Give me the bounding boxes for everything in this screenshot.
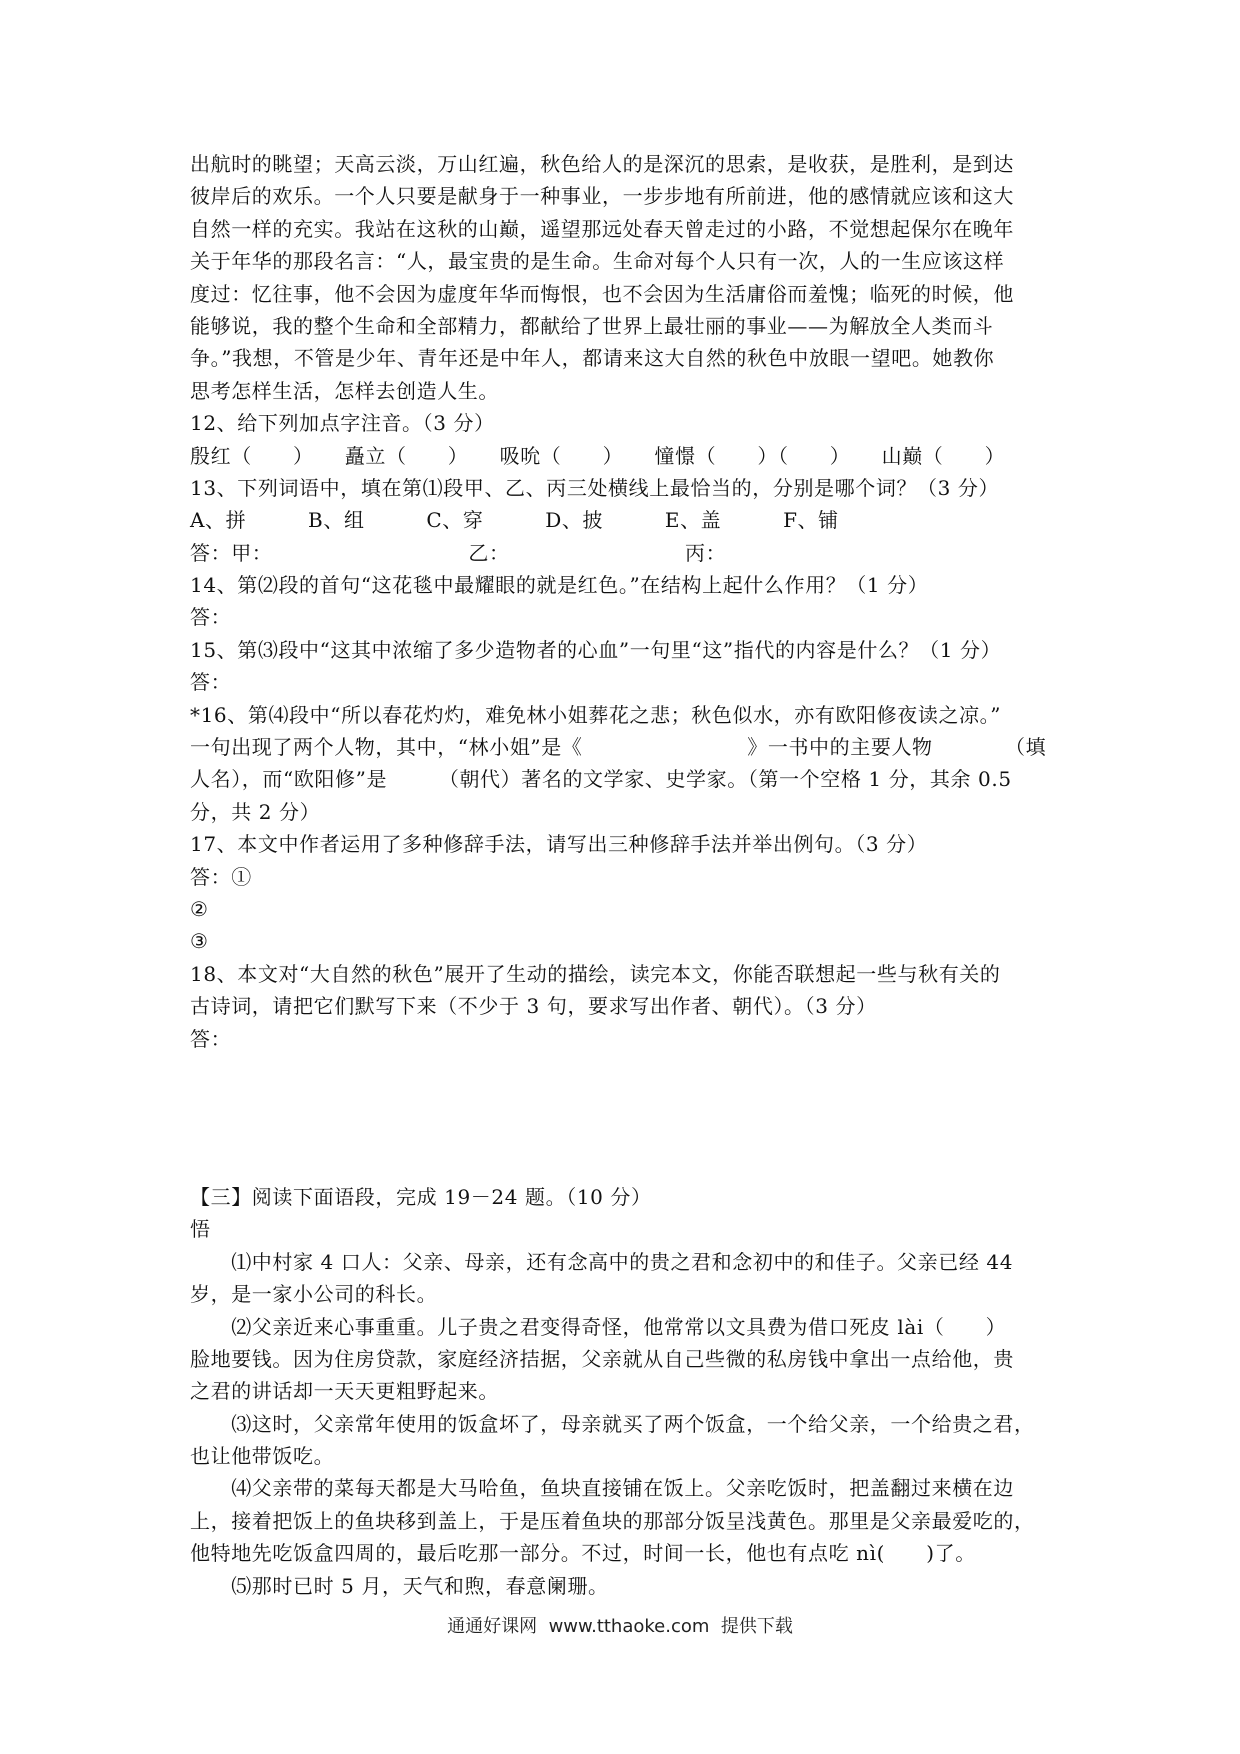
question-17: 17、本文中作者运用了多种修辞手法，请写出三种修辞手法并举出例句。（3 分） xyxy=(190,832,928,857)
question-17-answer-3: ③ xyxy=(190,929,209,954)
question-16-line: 分，共 2 分） xyxy=(190,799,321,824)
section-3-header: 【三】阅读下面语段，完成 19－24 题。（10 分） xyxy=(190,1184,652,1209)
passage-line: 关于年华的那段名言：“人，最宝贵的是生命。生命对每个人只有一次，人的一生应该这样 xyxy=(190,249,1005,274)
questions-block xyxy=(190,407,1060,1055)
download-footer: 通通好课网 www.tthaoke.com 提供下载 xyxy=(447,1616,793,1637)
question-15-answer: 答： xyxy=(190,670,232,695)
question-18-answer: 答： xyxy=(190,1026,232,1051)
passage-line: 彼岸后的欢乐。一个人只要是献身于一种事业，一步步地有所前进，他的感情就应该和这大 xyxy=(190,184,1014,209)
question-14: 14、第⑵段的首句“这花毯中最耀眼的就是红色。”在结构上起什么作用？（1 分） xyxy=(190,573,929,598)
section-3-line: ⑷父亲带的菜每天都是大马哈鱼，鱼块直接铺在饭上。父亲吃饭时，把盖翻过来横在边 xyxy=(190,1476,1014,1501)
section-3-title: 悟 xyxy=(190,1217,211,1242)
question-13-answer: 答：甲： 乙： 丙： xyxy=(190,540,727,565)
section-3-line: ⑵父亲近来心事重重。儿子贵之君变得奇怪，他常常以文具费为借口死皮 lài（ ） xyxy=(190,1314,1007,1339)
section-3-line: 岁，是一家小公司的科长。 xyxy=(190,1282,438,1307)
section-3-line: 脸地要钱。因为住房贷款，家庭经济拮据，父亲就从自己些微的私房钱中拿出一点给他，贵 xyxy=(190,1346,1014,1371)
question-16-line: 一句出现了两个人物，其中，“林小姐”是《 》一书中的主要人物 （填 xyxy=(190,735,1047,760)
question-14-answer: 答： xyxy=(190,605,232,630)
section-3-line: 之君的讲话却一天天更粗野起来。 xyxy=(190,1379,499,1404)
section-3-line: 也让他带饭吃。 xyxy=(190,1444,335,1469)
question-15: 15、第⑶段中“这其中浓缩了多少造物者的心血”一句里“这”指代的内容是什么？（1 分） xyxy=(190,637,1002,662)
section-3-line: 他特地先吃饭盒四周的，最后吃那一部分。不过，时间一长，他也有点吃 nì( )了。 xyxy=(190,1541,976,1566)
question-12-items: 殷红（ ） 矗立（ ） 吸吮（ ） 憧憬（ ）（ ） 山巅（ ） xyxy=(190,443,1006,468)
question-16-line: 人名），而“欧阳修”是 （朝代）著名的文学家、史学家。（第一个空格 1 分，其余 0.5 xyxy=(190,767,1012,792)
question-17-answer-1: 答：① xyxy=(190,864,252,889)
question-17-answer-2: ② xyxy=(190,896,209,921)
question-13: 13、下列词语中，填在第⑴段甲、乙、丙三处横线上最恰当的，分别是哪个词？（3 分） xyxy=(190,475,1000,500)
section-3 xyxy=(190,1181,1060,1602)
passage-line: 自然一样的充实。我站在这秋的山巅，遥望那远处春天曾走过的小路，不觉想起保尔在晚年 xyxy=(190,216,1014,241)
section-3-line: ⑶这时，父亲常年使用的饭盒坏了，母亲就买了两个饭盒，一个给父亲，一个给贵之君， xyxy=(190,1411,1035,1436)
question-18: 18、本文对“大自然的秋色”展开了生动的描绘，读完本文，你能否联想起一些与秋有关的 xyxy=(190,961,1001,986)
passage-line: 思考怎样生活，怎样去创造人生。 xyxy=(190,378,499,403)
passage-line: 能够说，我的整个生命和全部精力，都献给了世界上最壮丽的事业——为解放全人类而斗 xyxy=(190,313,994,338)
passage-line: 出航时的眺望；天高云淡，万山红遍，秋色给人的是深沉的思索，是收获，是胜利，是到达 xyxy=(190,152,1014,176)
passage-continuation xyxy=(190,148,1060,407)
passage-line: 争。”我想，不管是少年、青年还是中年人，都请来这大自然的秋色中放眼一望吧。她教你 xyxy=(190,346,995,371)
section-3-line: ⑴中村家 4 口人：父亲、母亲，还有念高中的贵之君和念初中的和佳子。父亲已经 44 xyxy=(190,1249,1014,1274)
question-18-line: 古诗词，请把它们默写下来（不少于 3 句，要求写出作者、朝代）。（3 分） xyxy=(190,994,877,1019)
question-16: *16、第⑷段中“所以春花灼灼，难免林小姐葬花之悲；秋色似水，亦有欧阳修夜读之凉。” xyxy=(190,702,1002,727)
section-3-line: ⑸那时已时 5 月，天气和煦，春意阑珊。 xyxy=(190,1573,609,1598)
section-3-line: 上，接着把饭上的鱼块移到盖上，于是压着鱼块的那部分饭呈浅黄色。那里是父亲最爱吃的， xyxy=(190,1508,1035,1533)
question-12: 12、给下列加点字注音。（3 分） xyxy=(190,411,495,436)
question-13-options: A、拼 B、组 C、穿 D、披 E、盖 F、铺 xyxy=(190,508,839,533)
passage-line: 度过：忆往事，他不会因为虚度年华而悔恨，也不会因为生活庸俗而羞愧；临死的时候，他 xyxy=(190,281,1014,306)
document-page xyxy=(190,148,1060,1602)
